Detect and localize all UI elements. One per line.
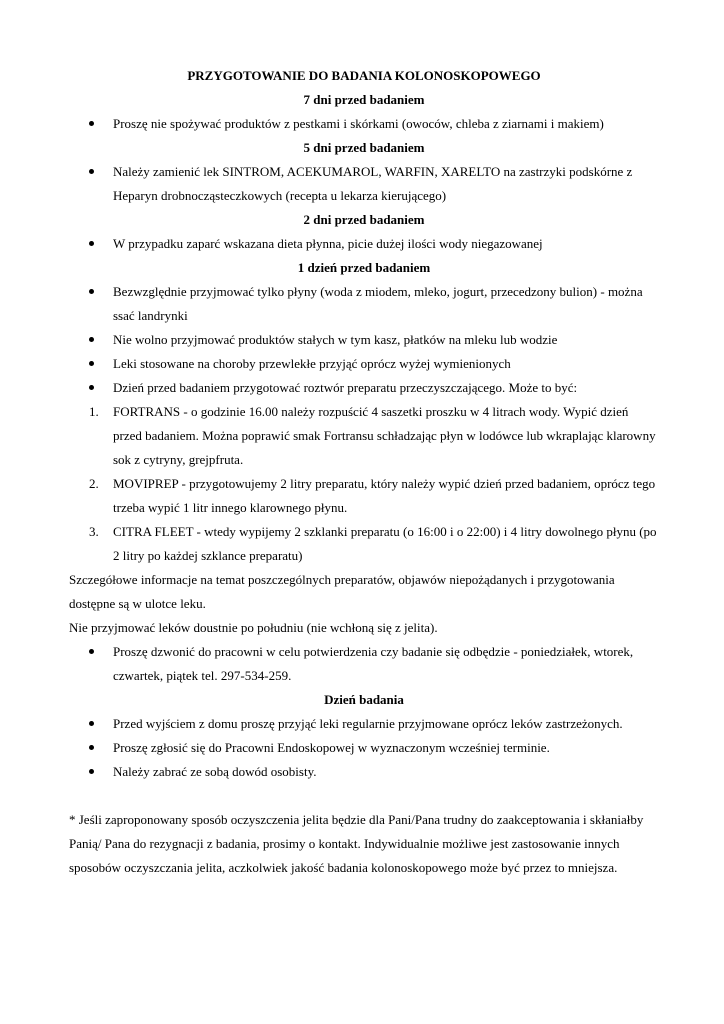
- list-item: W przypadku zaparć wskazana dieta płynna, picie dużej ilości wody niegazowanej: [113, 232, 659, 256]
- list-item: Proszę nie spożywać produktów z pestkami i skórkami (owoców, chleba z ziarnami i makiem): [113, 112, 659, 136]
- list-item: Należy zamienić lek SINTROM, ACEKUMAROL, WARFIN, XARELTO na zastrzyki podskórne z Heparyn drobnocząsteczkowych (recepta u lekarza kierującego): [113, 160, 659, 208]
- item-number: 3.: [89, 524, 99, 539]
- list-1-day: [69, 280, 659, 400]
- numbered-item: [89, 520, 659, 568]
- preparation-options-list: [69, 400, 659, 568]
- section-heading-7-days: 7 dni przed badaniem: [303, 92, 425, 107]
- list-7-days: [69, 112, 659, 136]
- section-heading-exam-day: Dzień badania: [324, 692, 404, 707]
- numbered-item: [89, 472, 659, 520]
- list-item: Nie wolno przyjmować produktów stałych w tym kasz, płatków na mleku lub wodzie: [113, 328, 659, 352]
- document-title: PRZYGOTOWANIE DO BADANIA KOLONOSKOPOWEGO: [187, 68, 541, 83]
- list-item: Leki stosowane na choroby przewlekłe przyjąć oprócz wyżej wymienionych: [113, 352, 659, 376]
- section-heading-5-days: 5 dni przed badaniem: [303, 140, 425, 155]
- item-number: 1.: [89, 404, 99, 419]
- section-heading-1-day: 1 dzień przed badaniem: [297, 260, 431, 275]
- list-item: Dzień przed badaniem przygotować roztwór preparatu przeczyszczającego. Może to być:: [113, 376, 659, 400]
- section-heading-2-days: 2 dni przed badaniem: [303, 212, 425, 227]
- spacer: [69, 784, 659, 808]
- list-2-days: [69, 232, 659, 256]
- numbered-item: [89, 400, 659, 472]
- paragraph-details: Szczegółowe informacje na temat poszczególnych preparatów, objawów niepożądanych i przygotowania dostępne są w ulotce leku.: [69, 572, 615, 611]
- item-text: MOVIPREP - przygotowujemy 2 litry preparatu, który należy wypić dzień przed badaniem, oprócz tego trzeba wypić 1 litr innego klarownego płynu.: [113, 476, 656, 515]
- item-text: FORTRANS - o godzinie 16.00 należy rozpuścić 4 saszetki proszku w 4 litrach wody. Wypić dzień przed badaniem. Można poprawić smak Fortransu schładzając płyn w lodówce lub wkraplając klarowny sok z cytryny, grejpfruta.: [113, 404, 656, 467]
- document-page: [69, 64, 659, 880]
- list-5-days: [69, 160, 659, 208]
- item-text: CITRA FLEET - wtedy wypijemy 2 szklanki preparatu (o 16:00 i o 22:00) i 4 litry dowolnego płynu (po 2 litry po każdej szklance preparatu): [113, 524, 657, 563]
- list-item: Bezwzględnie przyjmować tylko płyny (woda z miodem, mleko, jogurt, przecedzony bulion) - można ssać landrynki: [113, 280, 659, 328]
- list-exam-day: [69, 712, 659, 784]
- list-item: Przed wyjściem z domu proszę przyjąć leki regularnie przyjmowane oprócz leków zastrzeżonych.: [113, 712, 659, 736]
- paragraph-no-oral-meds: Nie przyjmować leków doustnie po południu (nie wchłoną się z jelita).: [69, 620, 438, 635]
- item-number: 2.: [89, 476, 99, 491]
- list-item: Proszę zgłosić się do Pracowni Endoskopowej w wyznaczonym wcześniej terminie.: [113, 736, 659, 760]
- list-phone-confirmation: [69, 640, 659, 688]
- list-item: Należy zabrać ze sobą dowód osobisty.: [113, 760, 659, 784]
- footnote: * Jeśli zaproponowany sposób oczyszczenia jelita będzie dla Pani/Pana trudny do zaakceptowania i skłaniałby Panią/ Pana do rezygnacji z badania, prosimy o kontakt. Indywidualnie możliwe jest zastosowanie innych sposobów oczyszczania jelita, aczkolwiek jakość badania kolonoskopowego może być przez to mniejsza.: [69, 812, 644, 875]
- list-item: Proszę dzwonić do pracowni w celu potwierdzenia czy badanie się odbędzie - poniedziałek, wtorek, czwartek, piątek tel. 297-534-259.: [113, 640, 659, 688]
